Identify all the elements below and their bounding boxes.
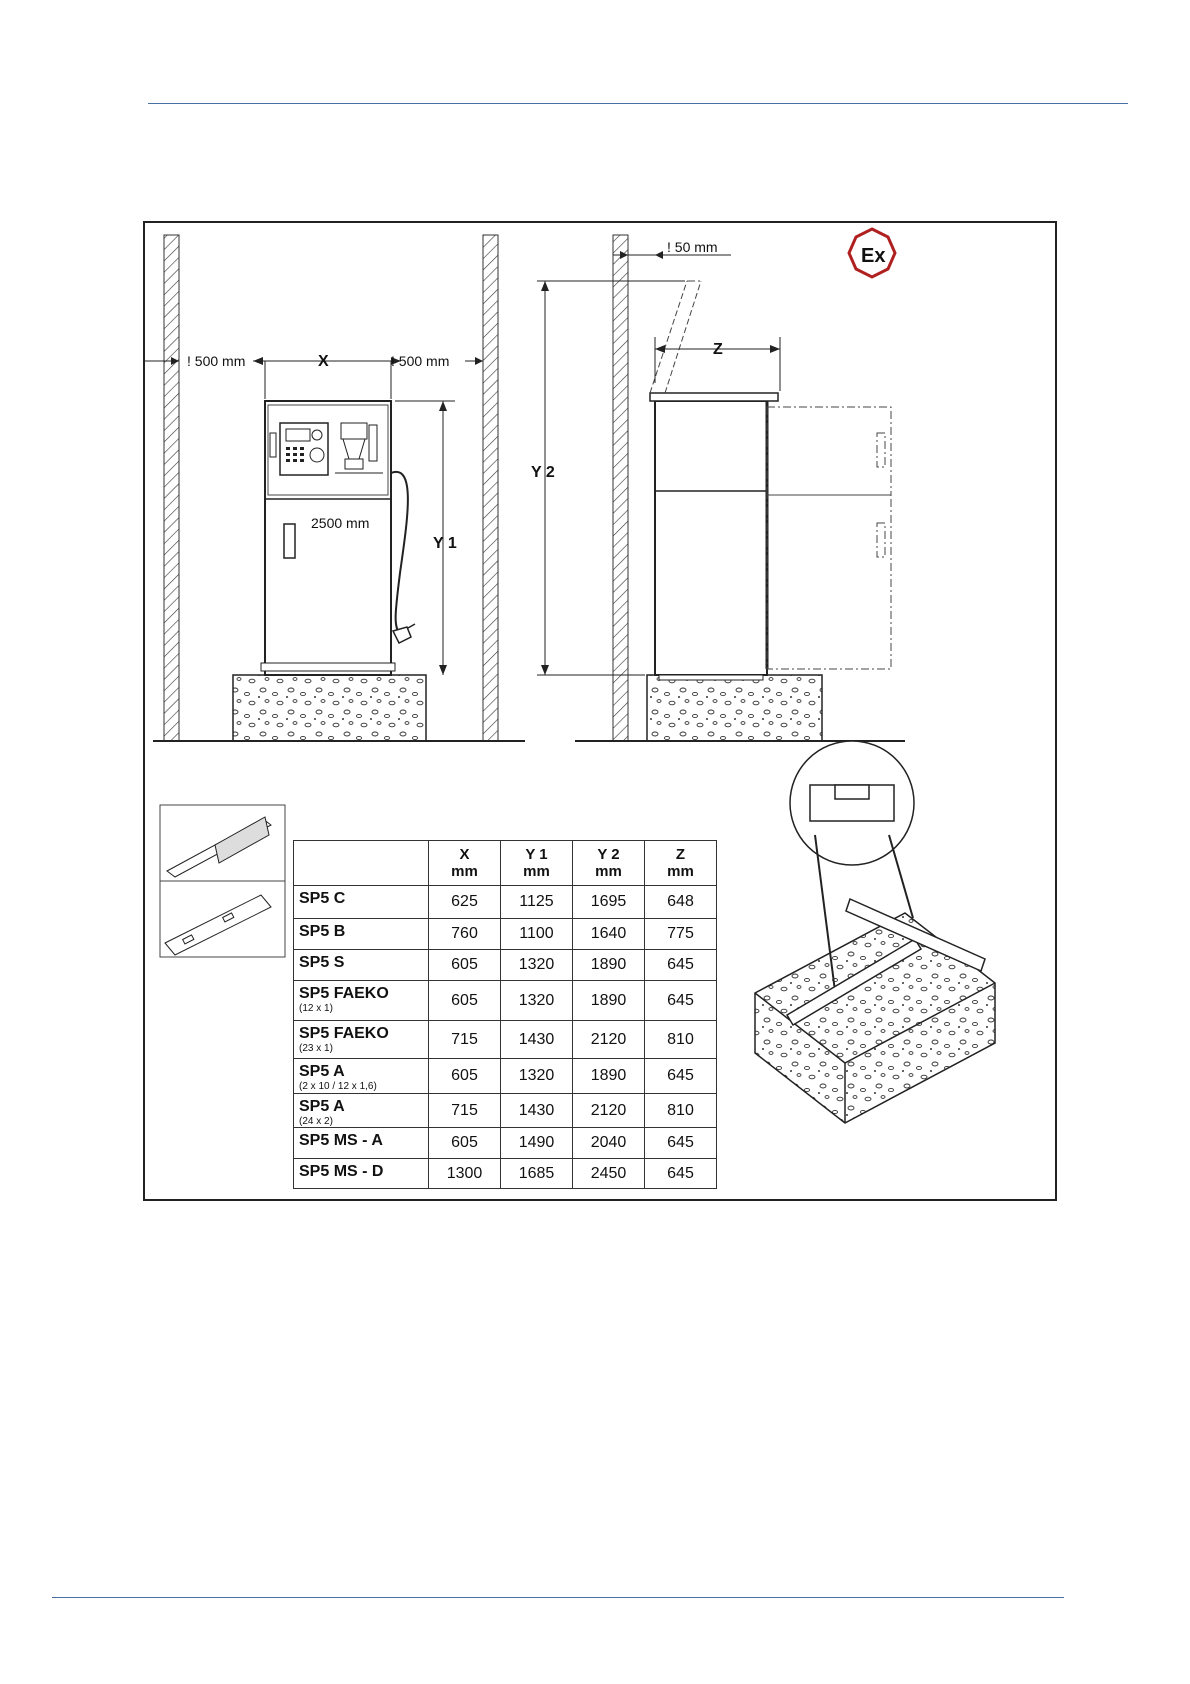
value-cell-z: 645 <box>645 1159 717 1189</box>
ex-symbol-text: Ex <box>861 245 886 267</box>
model-variant: (24 x 2) <box>299 1116 333 1127</box>
model-header <box>294 841 429 886</box>
model-cell <box>294 886 429 919</box>
door-handle <box>284 524 295 558</box>
value-cell-y1: 1125 <box>501 886 573 919</box>
model-cell <box>294 1159 429 1189</box>
table-row <box>294 981 717 1021</box>
model-cell <box>294 981 429 1021</box>
level-check-illustration <box>755 741 995 1123</box>
power-cable <box>391 472 408 635</box>
value-cell-z: 645 <box>645 1128 717 1159</box>
model-name: SP5 MS - D <box>299 1163 384 1180</box>
model-name: SP5 C <box>299 890 346 907</box>
value-cell-x: 605 <box>429 981 501 1021</box>
left-wall <box>164 235 179 741</box>
value-cell-x: 760 <box>429 919 501 950</box>
cable-plug <box>393 627 411 643</box>
model-cell <box>294 1094 429 1128</box>
value-cell-x: 715 <box>429 1021 501 1059</box>
table-header-row <box>294 841 717 886</box>
footer-rule <box>52 1597 1064 1598</box>
tools-panel <box>160 805 285 957</box>
value-cell-x: 625 <box>429 886 501 919</box>
value-cell-z: 645 <box>645 1059 717 1094</box>
cabinet-lid <box>650 393 778 401</box>
value-cell-y2: 1890 <box>573 981 645 1021</box>
value-cell-y2: 2040 <box>573 1128 645 1159</box>
table-row <box>294 1059 717 1094</box>
model-name: SP5 B <box>299 923 346 940</box>
header-rule <box>148 103 1128 104</box>
model-variant: (12 x 1) <box>299 1003 333 1014</box>
table-row <box>294 886 717 919</box>
table-row <box>294 950 717 981</box>
value-cell-y2: 1695 <box>573 886 645 919</box>
cable-length-label: 2500 mm <box>311 515 370 531</box>
left-clearance-label: ! 500 mm <box>187 353 246 369</box>
value-cell-y1: 1490 <box>501 1128 573 1159</box>
value-cell-y2: 2120 <box>573 1094 645 1128</box>
header-z: Z mm <box>645 841 717 886</box>
value-cell-y1: 1430 <box>501 1021 573 1059</box>
right-wall <box>483 235 498 741</box>
front-view <box>145 235 525 741</box>
z-dimension-label: Z <box>713 341 723 358</box>
value-cell-y1: 1430 <box>501 1094 573 1128</box>
right-clearance-label: ! 500 mm <box>391 353 450 369</box>
side-view <box>531 229 905 741</box>
value-cell-y2: 2450 <box>573 1159 645 1189</box>
model-variant: (23 x 1) <box>299 1043 333 1054</box>
value-cell-y1: 1320 <box>501 981 573 1021</box>
value-cell-x: 605 <box>429 1128 501 1159</box>
value-cell-y2: 2120 <box>573 1021 645 1059</box>
value-cell-z: 645 <box>645 981 717 1021</box>
value-cell-z: 775 <box>645 919 717 950</box>
x-dimension-label: X <box>318 353 329 370</box>
header-y2: Y 2 mm <box>573 841 645 886</box>
side-cabinet <box>655 401 767 675</box>
value-cell-y2: 1890 <box>573 950 645 981</box>
value-cell-z: 645 <box>645 950 717 981</box>
model-cell <box>294 950 429 981</box>
value-cell-z: 810 <box>645 1021 717 1059</box>
table-row <box>294 919 717 950</box>
model-name: SP5 MS - A <box>299 1132 383 1149</box>
model-cell <box>294 1059 429 1094</box>
value-cell-y1: 1320 <box>501 1059 573 1094</box>
model-cell <box>294 1021 429 1059</box>
model-cell <box>294 919 429 950</box>
table-row <box>294 1159 717 1189</box>
model-variant: (2 x 10 / 12 x 1,6) <box>299 1081 377 1092</box>
installation-figure <box>143 221 1057 1201</box>
value-cell-y2: 1890 <box>573 1059 645 1094</box>
y2-dimension-label: Y 2 <box>531 464 555 481</box>
value-cell-x: 605 <box>429 950 501 981</box>
side-concrete-base <box>647 675 822 741</box>
header-x: X mm <box>429 841 501 886</box>
model-name: SP5 A <box>299 1063 345 1080</box>
model-name: SP5 S <box>299 954 345 971</box>
table-row <box>294 1094 717 1128</box>
header-y1: Y 1 mm <box>501 841 573 886</box>
rear-gap-label: ! 50 mm <box>667 239 718 255</box>
model-name: SP5 A <box>299 1098 345 1115</box>
value-cell-z: 648 <box>645 886 717 919</box>
value-cell-z: 810 <box>645 1094 717 1128</box>
model-cell <box>294 1128 429 1159</box>
rear-wall <box>613 235 628 741</box>
value-cell-y1: 1100 <box>501 919 573 950</box>
value-cell-y1: 1685 <box>501 1159 573 1189</box>
value-cell-x: 1300 <box>429 1159 501 1189</box>
concrete-base <box>233 675 426 741</box>
value-cell-y2: 1640 <box>573 919 645 950</box>
value-cell-x: 715 <box>429 1094 501 1128</box>
model-name: SP5 FAEKO <box>299 1025 389 1042</box>
table-row <box>294 1128 717 1159</box>
model-name: SP5 FAEKO <box>299 985 389 1002</box>
dimensions-table <box>293 840 717 1189</box>
value-cell-y1: 1320 <box>501 950 573 981</box>
ex-hazard-icon <box>849 229 895 277</box>
value-cell-x: 605 <box>429 1059 501 1094</box>
y1-dimension-label: Y 1 <box>433 535 457 552</box>
table-row <box>294 1021 717 1059</box>
